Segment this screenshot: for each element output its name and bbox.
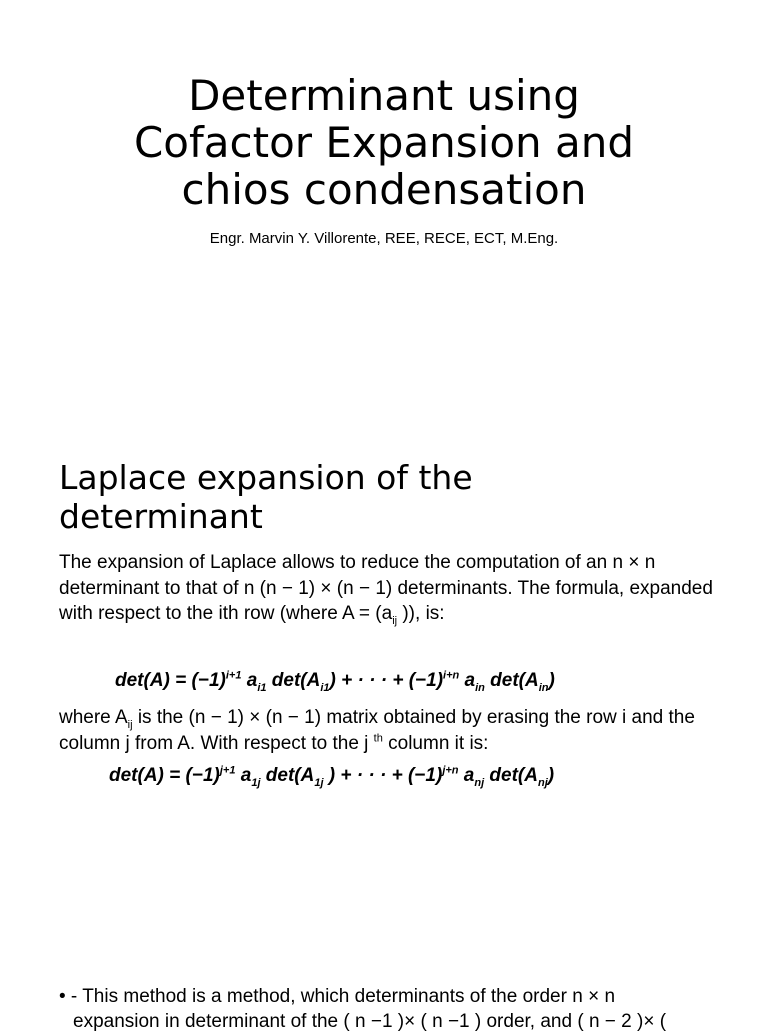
f1-part-2: a [241,670,258,691]
f2-part-2: a [235,765,252,786]
para2-sup: th [373,732,383,745]
title-line-3: chios condensation [181,165,587,214]
title-line-1: Determinant using [188,71,580,120]
f2-part-7: ) [547,765,555,786]
f1-part-6: det(A [484,670,539,691]
f1-part-3: det(A [266,670,321,691]
f1-sup-1: i+1 [225,669,242,682]
f1-part-1: det(A) = (−1) [115,670,226,691]
f2-sub-4: nj [537,776,548,789]
section-heading-line-1: Laplace expansion of the [59,458,473,497]
paragraph-laplace-intro [59,550,739,627]
f2-sup-1: j+1 [219,764,236,777]
para2-text-b: is the (n − 1) × (n − 1) matrix obtained by erasing the row i and the column j from A. With respect to the j [59,707,695,754]
bullet-marker: • [59,986,66,1007]
paragraph-minor-definition [59,705,739,756]
bullet-line-1: - This method is a method, which determinants of the order n × n [65,986,616,1007]
f2-part-4: ) + · · · + (−1) [323,765,443,786]
slide-title [0,72,768,213]
f1-sup-2: i+n [443,669,460,682]
para2-text-c: column it is: [382,732,489,754]
para1-text-b: )), is: [397,603,445,624]
f1-part-7: ) [548,670,555,691]
f2-part-6: det(A [484,765,538,786]
formula-column-expansion [109,765,554,787]
bullet-item [59,984,739,1010]
para1-sub: ij [392,614,398,627]
f2-sub-1: 1j [251,776,261,789]
f2-sub-2: 1j [314,776,324,789]
para1-text-a: The expansion of Laplace allows to reduce the computation of an n × n determinant to that of n (n − 1) × (n − 1) determinants. The formula, expanded with respect to the ith row (where A = (a [59,552,713,624]
formula-row-expansion [115,670,555,692]
f2-sub-3: nj [474,776,485,789]
f1-sub-3: in [475,681,485,694]
f2-sup-2: j+n [442,764,459,777]
section-heading [59,458,739,536]
f1-part-4: ) + · · · + (−1) [329,670,444,691]
f2-part-5: a [458,765,475,786]
f2-part-1: det(A) = (−1) [109,765,220,786]
author-line: Engr. Marvin Y. Villorente, REE, RECE, ECT, M.Eng. [209,230,559,247]
title-line-2: Cofactor Expansion and [133,118,635,167]
f1-sub-4: in [538,681,549,694]
f2-part-3: det(A [260,765,315,786]
bullet-line-2: expansion in determinant of the ( n −1 )× ( n −1 ) order, and ( n − 2 )× ( [73,1011,667,1032]
para2-text-a: where A [59,707,128,728]
f1-part-5: a [459,670,476,691]
f1-sub-2: i1 [320,681,330,694]
f1-sub-1: i1 [257,681,267,694]
section-heading-line-2: determinant [59,497,263,536]
para2-sub: ij [127,718,133,731]
